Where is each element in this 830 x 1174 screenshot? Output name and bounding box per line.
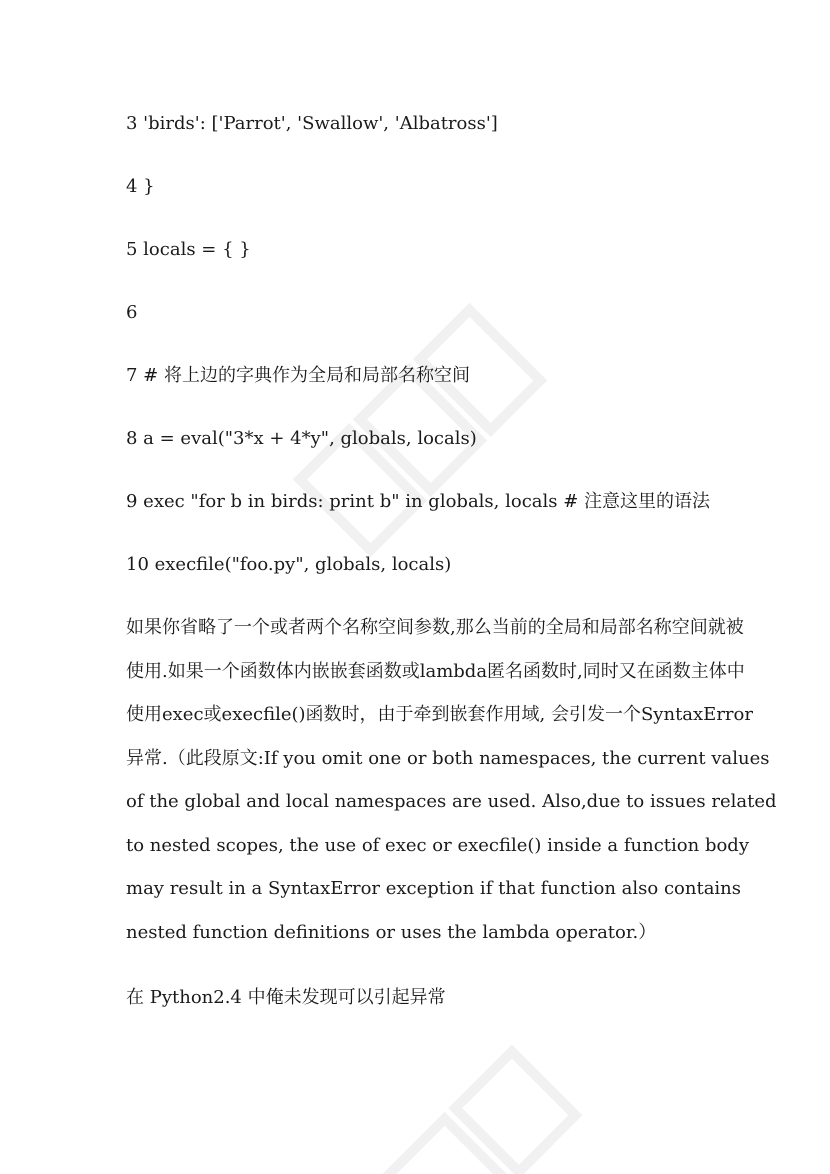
paragraph-line: nested function definitions or uses the lambda operator.） [126, 921, 657, 943]
code-line-4: 4 } [126, 176, 155, 197]
code-line-10: 10 execfile("foo.py", globals, locals) [126, 554, 452, 575]
paragraph-line: may result in a SyntaxError exception if that function also contains [126, 878, 742, 899]
paragraph-line: 使用.如果一个函数体内嵌嵌套函数或lambda匿名函数时,同时又在函数主体中 [126, 660, 745, 682]
watermark-shape-icon [367, 1027, 593, 1174]
code-line-9: 9 exec "for b in birds: print b" in globals, locals # 注意这里的语法 [126, 491, 711, 512]
code-line-7: 7 # 将上边的字典作为全局和局部名称空间 [126, 365, 470, 386]
explanation-paragraph [126, 606, 777, 954]
paragraph-line: 异常.（此段原文:If you omit one or both namespaces, the current values [126, 747, 770, 769]
paragraph-line: 使用exec或execfile()函数时，由于牵到嵌套作用域, 会引发一个SyntaxError [126, 704, 753, 725]
code-line-6: 6 [126, 302, 138, 323]
code-line-8: 8 a = eval("3*x + 4*y", globals, locals) [126, 428, 477, 449]
code-line-3: 3 'birds': ['Parrot', 'Swallow', 'Albatross'] [126, 113, 498, 134]
paragraph-line: to nested scopes, the use of exec or execfile() inside a function body [126, 834, 749, 856]
paragraph-line: 如果你省略了一个或者两个名称空间参数,那么当前的全局和局部名称空间就被 [126, 617, 744, 638]
code-line-5: 5 locals = { } [126, 239, 251, 260]
paragraph-line: of the global and local namespaces are used. Also,due to issues related [126, 791, 777, 812]
closing-note: 在 Python2.4 中俺未发现可以引起异常 [126, 987, 446, 1008]
watermark-mark-bottom [367, 1027, 593, 1174]
